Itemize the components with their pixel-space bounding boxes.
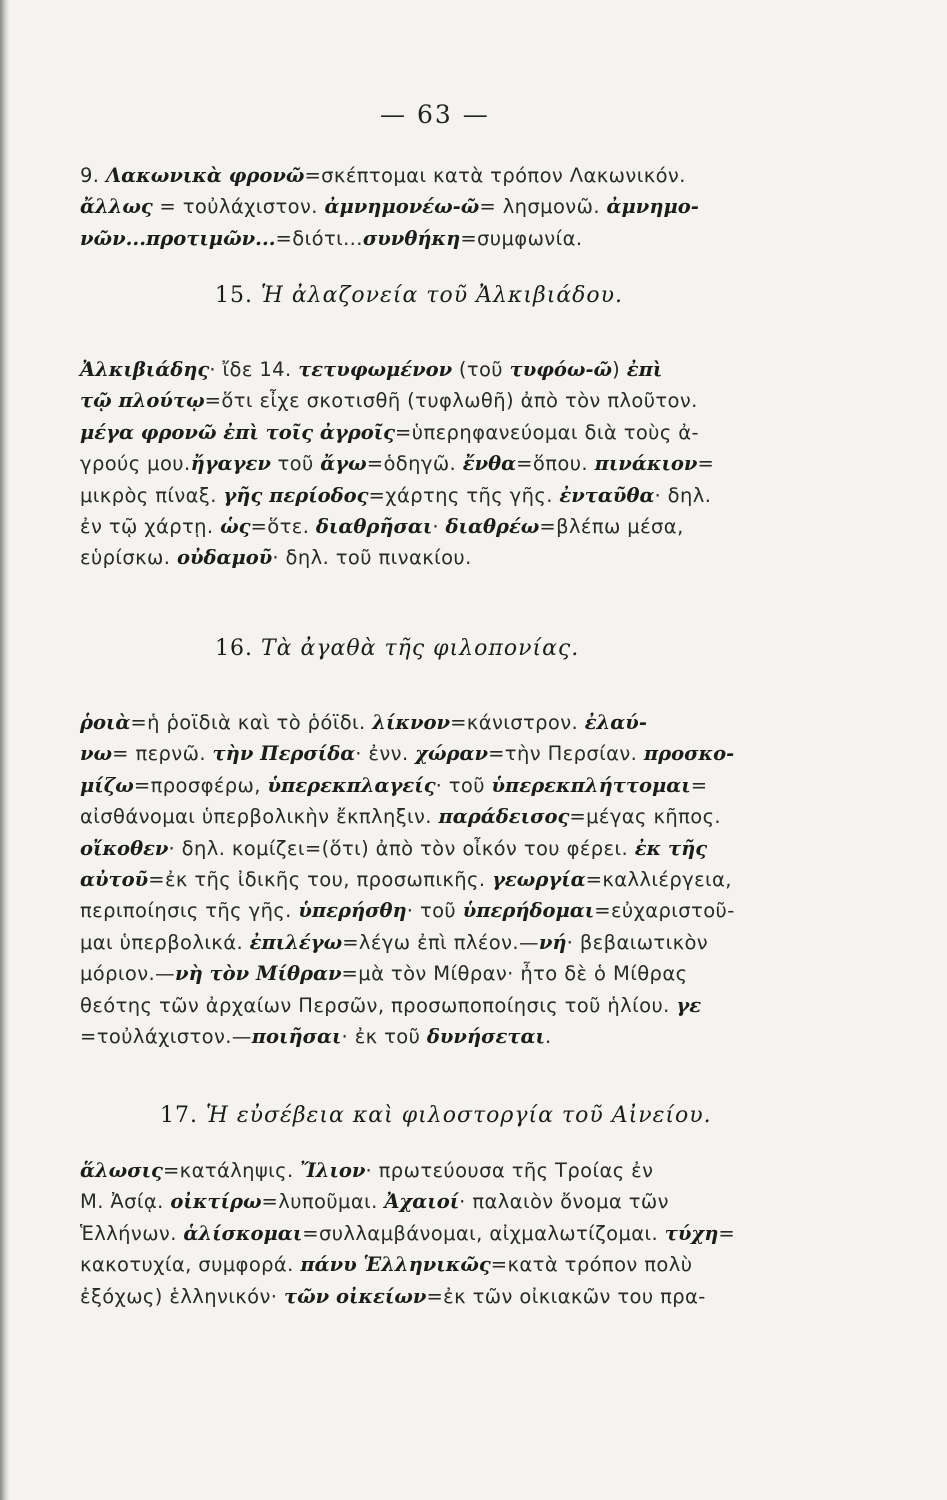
text-line: [80, 801, 815, 832]
gloss-text: =εὐχαριστοῦ-: [594, 899, 735, 923]
gloss-text: · τοῦ: [435, 773, 492, 797]
gloss-text: Ἑλλήνων.: [80, 1221, 184, 1245]
glossed-term: νή: [538, 930, 567, 954]
text-line: [80, 738, 815, 769]
glossed-term: Ἴλιον: [300, 1159, 366, 1182]
glossed-term: ἀμνημονέω-ῶ: [324, 195, 480, 219]
gloss-text: =ἡ ῥοϊδιὰ καὶ τὸ ῥόϊδι.: [130, 711, 373, 734]
gloss-text: αἰσθάνομαι ὑπερβολικὴν ἔκπληξιν.: [80, 805, 439, 829]
page-fold-shadow: [0, 0, 10, 1500]
text-line: [80, 864, 815, 895]
page-number: — 63 —: [380, 100, 490, 129]
text-line: [80, 542, 815, 573]
gloss-text: =ὑπερηφανεύομαι διὰ τοὺς ἀ-: [395, 420, 699, 444]
gloss-text: =μὰ τὸν Μίθραν· ἦτο δὲ ὁ Μίθρας: [341, 962, 688, 986]
text-line: [80, 895, 815, 926]
gloss-text: θεότης τῶν ἀρχαίων Περσῶν, προσωποποίησις τοῦ ἡλίου.: [80, 993, 677, 1017]
section-title-15: Ἡ ἀλαζονεία τοῦ Ἀλκιβιάδου.: [261, 283, 624, 308]
section-number-16: 16.: [215, 636, 253, 661]
glossed-term: γῆς περίοδος: [223, 483, 369, 507]
glossed-term: πάνυ Ἑλληνικῶς: [300, 1253, 491, 1277]
glossed-term: ἄγω: [320, 452, 367, 476]
glossed-term: Λακωνικὰ φρονῶ: [106, 164, 305, 187]
glossed-term: τὴν Περσίδα: [212, 742, 356, 766]
gloss-text: περιποίησις τῆς γῆς.: [80, 899, 299, 923]
gloss-text: =ὅτι εἶχε σκοτισθῆ (τυφλωθῆ) ἀπὸ τὸν πλοῦτον.: [204, 389, 698, 413]
text-line: [80, 958, 815, 989]
gloss-text: =: [718, 1221, 736, 1245]
glossed-term: μέγα φρονῶ ἐπὶ τοῖς ἀγροῖς: [80, 420, 396, 444]
gloss-text: · βεβαιωτικὸν: [566, 930, 709, 954]
section-title-16: Τὰ ἀγαθὰ τῆς φιλοπονίας.: [261, 636, 580, 661]
glossed-term: τετυφωμένον: [298, 358, 453, 381]
glossed-term: ῥοιὰ: [80, 711, 131, 734]
gloss-text: =ἐκ τῆς ἰδικῆς του, προσωπικῆς.: [148, 868, 493, 892]
glossed-term: τῷ πλούτῳ: [80, 389, 205, 413]
text-line: [80, 417, 815, 448]
section-heading-15: [215, 283, 623, 308]
glossed-term: διαθρῆσαι: [315, 515, 433, 539]
gloss-text: =λέγω ἐπὶ πλέον.—: [342, 930, 539, 954]
gloss-text: · δηλ.: [654, 483, 712, 507]
text-line: [80, 770, 815, 801]
text-line: [80, 223, 815, 254]
gloss-text: μαι ὑπερβολικά.: [80, 930, 250, 954]
glossed-term: ἐπὶ: [626, 358, 663, 381]
glossed-term: ὑπερήδομαι: [462, 899, 595, 923]
glossed-term: ἔνθα: [462, 452, 517, 476]
glossed-term: ὡς: [220, 515, 251, 539]
text-line: [80, 1155, 815, 1186]
section-title-17: Ἡ εὐσέβεια καὶ φιλοστοργία τοῦ Αἰνείου.: [206, 1103, 712, 1128]
glossed-term: χώραν: [415, 742, 489, 766]
gloss-text: εὑρίσκω.: [80, 546, 177, 570]
glossed-term: νω: [80, 742, 113, 766]
gloss-text: · δηλ. τοῦ πινακίου.: [272, 546, 472, 570]
entry-block-17: [80, 1155, 815, 1312]
text-line: [80, 480, 815, 511]
glossed-term: συνθήκη: [362, 226, 461, 250]
gloss-text: =διότι...: [275, 226, 363, 250]
gloss-text: =μέγας κῆπος.: [569, 805, 722, 829]
gloss-text: =ἐκ τῶν οἰκιακῶν του πρα-: [426, 1284, 706, 1308]
gloss-text: =σκέπτομαι κατὰ τρόπον Λακωνικόν.: [304, 164, 686, 187]
gloss-text: =βλέπω μέσα,: [539, 515, 684, 539]
gloss-text: =λυποῦμαι.: [261, 1190, 385, 1214]
gloss-text: ἐξόχως) ἑλληνικόν·: [80, 1284, 284, 1308]
glossed-term: γε: [676, 993, 702, 1017]
gloss-text: =ὁδηγῶ.: [366, 452, 463, 476]
gloss-text: =: [690, 773, 708, 797]
glossed-term: ἅλωσις: [80, 1159, 163, 1182]
gloss-text: · παλαιὸν ὄνομα τῶν: [459, 1190, 669, 1214]
gloss-text: =συμφωνία.: [460, 226, 583, 250]
section-heading-16: [215, 636, 579, 661]
gloss-text: = τοὐλάχιστον.: [152, 195, 325, 219]
glossed-term: οὐδαμοῦ: [176, 546, 273, 570]
gloss-text: .: [544, 1025, 552, 1049]
gloss-text: ἐν τῷ χάρτῃ.: [80, 515, 221, 539]
gloss-text: Μ. Ἀσίᾳ.: [80, 1190, 171, 1214]
gloss-text: τοῦ: [270, 452, 321, 476]
gloss-text: 9.: [80, 164, 107, 187]
glossed-term: νῶν...προτιμῶν...: [80, 226, 276, 250]
text-line: [80, 1186, 815, 1217]
glossed-term: ὑπερήσθη: [298, 899, 407, 923]
glossed-term: ἀμνημο-: [606, 195, 699, 219]
glossed-term: ἐκ τῆς: [634, 836, 708, 860]
gloss-text: μικρὸς πίναξ.: [80, 483, 224, 507]
section-heading-17: [160, 1103, 712, 1128]
glossed-term: μίζω: [80, 773, 134, 797]
entry-block-15: [80, 354, 815, 574]
text-line: [80, 927, 815, 958]
glossed-term: γεωργία: [492, 868, 586, 892]
text-line: [80, 1249, 815, 1280]
entry-block-9: [80, 160, 815, 254]
glossed-term: λίκνον: [372, 711, 451, 734]
gloss-text: μόριον.—: [80, 962, 176, 986]
glossed-term: τύχη: [664, 1221, 719, 1245]
gloss-text: =χάρτης τῆς γῆς.: [368, 483, 560, 507]
text-line: [80, 707, 815, 738]
glossed-term: ἐλαύ-: [584, 711, 647, 734]
glossed-term: αὐτοῦ: [80, 868, 149, 892]
glossed-term: παράδεισος: [438, 805, 570, 829]
glossed-term: ἐπιλέγω: [249, 930, 343, 954]
text-line: [80, 511, 815, 542]
section-number-17: 17.: [160, 1103, 198, 1128]
gloss-text: (τοῦ: [452, 358, 510, 381]
glossed-term: τυφόω-ῶ: [509, 358, 613, 381]
glossed-term: οἰκτίρω: [170, 1190, 262, 1214]
gloss-text: =κατὰ τρόπον πολὺ: [490, 1253, 693, 1277]
entry-block-16: [80, 707, 815, 1052]
gloss-text: =καλλιέργεια,: [585, 868, 732, 892]
gloss-text: =τὴν Περσίαν.: [488, 742, 644, 766]
gloss-text: =κατάληψις.: [162, 1159, 301, 1182]
gloss-text: = περνῶ.: [112, 742, 213, 766]
glossed-term: πινάκιον: [594, 452, 698, 476]
gloss-text: =τοὐλάχιστον.—: [80, 1025, 252, 1049]
glossed-term: νὴ τὸν Μίθραν: [175, 962, 342, 986]
gloss-text: =ὅπου.: [516, 452, 595, 476]
glossed-term: ποιῆσαι: [251, 1025, 342, 1049]
gloss-text: γρούς μου.: [80, 452, 191, 476]
glossed-term: ὑπερεκπλήττομαι: [491, 773, 691, 797]
glossed-term: Ἀλκιβιάδης: [80, 358, 210, 381]
glossed-term: Ἀχαιοί: [384, 1190, 460, 1214]
gloss-text: · ἐκ τοῦ: [341, 1025, 427, 1049]
text-line: [80, 448, 815, 479]
glossed-term: δυνήσεται: [426, 1025, 545, 1049]
glossed-term: τῶν οἰκείων: [283, 1284, 427, 1308]
gloss-text: · δηλ. κομίζει=(ὅτι) ἀπὸ τὸν οἶκόν του φέρει.: [168, 836, 635, 860]
gloss-text: =ὅτε.: [250, 515, 316, 539]
gloss-text: ·: [432, 515, 446, 539]
gloss-text: · ἐνν.: [355, 742, 416, 766]
text-line: [80, 160, 815, 191]
gloss-text: =προσφέρω,: [133, 773, 268, 797]
text-line: [80, 833, 815, 864]
glossed-term: ἤγαγεν: [190, 452, 271, 476]
text-line: [80, 1218, 815, 1249]
glossed-term: ἐνταῦθα: [559, 483, 655, 507]
gloss-text: κακοτυχία, συμφορά.: [80, 1253, 301, 1277]
gloss-text: = λησμονῶ.: [479, 195, 607, 219]
glossed-term: ὑπερεκπλαγείς: [267, 773, 436, 797]
text-line: [80, 990, 815, 1021]
text-line: [80, 1021, 815, 1052]
gloss-text: =κάνιστρον.: [450, 711, 585, 734]
text-line: [80, 385, 815, 416]
gloss-text: =συλλαμβάνομαι, αἰχμαλωτίζομαι.: [302, 1221, 665, 1245]
gloss-text: ): [612, 358, 627, 381]
text-line: [80, 354, 815, 385]
text-line: [80, 191, 815, 222]
gloss-text: · τοῦ: [406, 899, 463, 923]
glossed-term: προσκο-: [643, 742, 735, 766]
glossed-term: οἴκοθεν: [80, 836, 169, 860]
glossed-term: διαθρέω: [445, 515, 540, 539]
section-number-15: 15.: [215, 283, 253, 308]
glossed-term: ἄλλως: [80, 195, 153, 219]
text-line: [80, 1281, 815, 1312]
glossed-term: ἁλίσκομαι: [183, 1221, 303, 1245]
gloss-text: =: [697, 452, 715, 476]
gloss-text: · πρωτεύουσα τῆς Τροίας ἐν: [365, 1159, 654, 1182]
gloss-text: · ἴδε 14.: [209, 358, 299, 381]
